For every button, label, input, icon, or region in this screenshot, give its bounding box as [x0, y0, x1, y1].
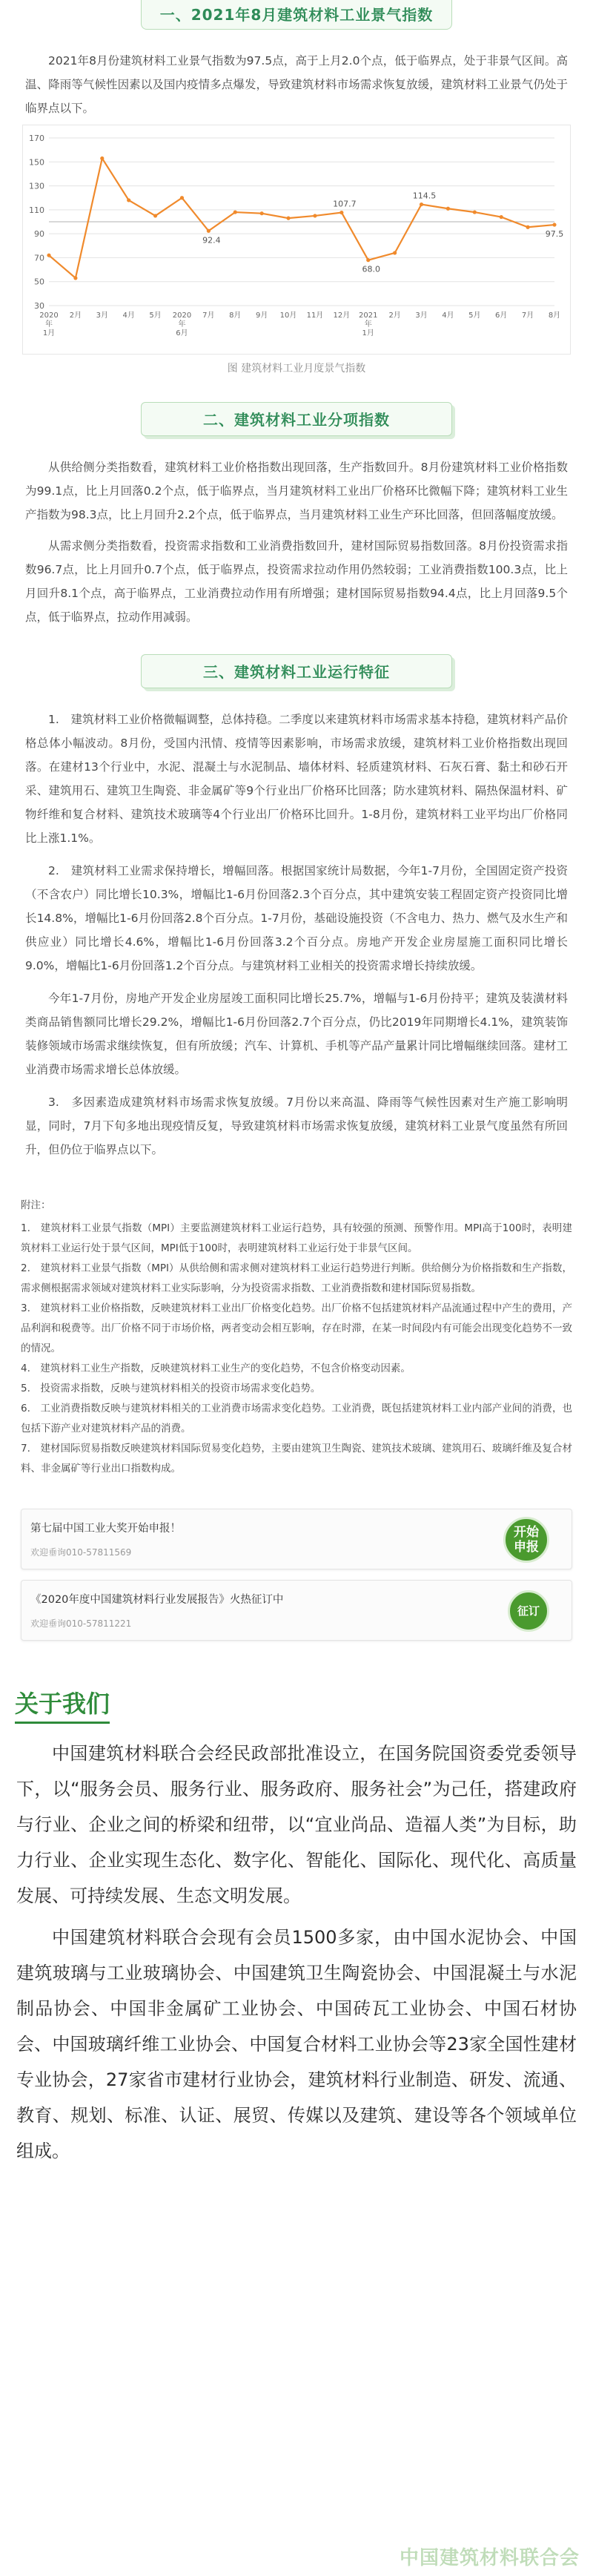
x-tick-label: 2月 [69, 312, 82, 320]
data-point [393, 251, 397, 254]
x-tick-label: 6月 [495, 312, 508, 320]
data-point [473, 210, 477, 214]
x-tick-label: 2021 年 1月 [359, 312, 378, 337]
notes [0, 1196, 593, 1479]
x-tick-label: 9月 [255, 312, 268, 320]
line-chart [22, 125, 571, 355]
data-point [73, 276, 77, 280]
x-tick-label: 8月 [548, 312, 561, 320]
y-tick-label: 130 [29, 181, 44, 191]
data-point [313, 214, 317, 217]
promo-title: 《2020年度中国建筑材料行业发展报告》火热征订中 [30, 1594, 284, 1606]
x-tick-label: 10月 [279, 312, 297, 320]
data-point [47, 254, 50, 257]
x-tick-label: 12月 [333, 312, 351, 320]
data-label: 107.7 [333, 199, 357, 209]
chart-caption: 图 建筑材料工业月度景气指数 [227, 363, 366, 375]
data-label: 97.5 [545, 229, 564, 240]
note-item: 6. 工业消费指数反映与建筑材料相关的工业消费市场需求变化趋势。工业消费，既包括建筑材料工业内部产业间的消费，也包括下游产业对建筑材料产品的消费。 [21, 1403, 572, 1434]
y-tick-label: 90 [34, 229, 44, 240]
section-2-title: 二、建筑材料工业分项指数 [141, 402, 452, 436]
data-point [446, 207, 450, 211]
data-point [286, 217, 290, 220]
x-tick-label: 3月 [96, 312, 108, 320]
note-item: 4. 建筑材料工业生产指数，反映建筑材料工业生产的变化趋势，不包含价格变动因素。 [21, 1363, 411, 1374]
notes-header: 附注： [21, 1199, 51, 1211]
note-item: 1. 建筑材料工业景气指数（MPI）主要监测建筑材料工业运行趋势，具有较强的预测、预警作用。MPI高于100时，表明建筑材料工业运行处于景气区间，MPI低于100时，表明建筑材料工业运行处于非景气区间。 [21, 1222, 572, 1254]
section-1-title: 一、2021年8月建筑材料工业景气指数 [141, 0, 452, 30]
section-3-paragraph-3: 今年1-7月份，房地产开发企业房屋竣工面积同比增长25.7%，增幅与1-6月份持平；建筑及装潢材料类商品销售额同比增长29.2%，增幅比1-6月份回落2.7个百分点，仍比2019年同期增长4.1%，建筑装饰装修领域市场需求继续恢复，但有所放缓；汽车、计算机、手机等产品产量累计同比增幅继续回落。建材工业消费市场需求增长总体放缓。 [25, 992, 568, 1076]
section-1-paragraph: 2021年8月份建筑材料工业景气指数为97.5点，高于上月2.0个点，低于临界点，处于非景气区间。高温、降雨等气候性因素以及国内疫情多点爆发，导致建筑材料市场需求恢复放缓，建筑材料工业景气仍处于临界点以下。 [25, 54, 568, 115]
about-title: 关于我们 [15, 1685, 110, 1719]
data-point [180, 196, 184, 200]
y-tick-label: 170 [29, 134, 44, 143]
data-point [526, 225, 530, 229]
data-point [420, 202, 423, 206]
x-tick-label: 2月 [388, 312, 401, 320]
data-point [260, 211, 264, 215]
section-3-paragraph-2: 2. 建筑材料工业需求保持增长，增幅回落。根据国家统计局数据，今年1-7月份，全国固定资产投资（不含农户）同比增长10.3%，增幅比1-6月份回落2.3个百分点，其中建筑安装工程固定资产投资同比增长14.8%，增幅比1-6月份回落2.8个百分点。1-7月份，基础设施投资（不含电力、热力、燃气及水生产和供应业）同比增长4.6%，增幅比1-6月份回落3.2个百分点。房地产开发企业房屋施工面积同比增长9.0%，增幅比1-6月份回落1.2个百分点。与建筑材料工业相关的投资需求增长持续放缓。 [25, 864, 568, 972]
data-point [366, 258, 370, 262]
note-item: 3. 建筑材料工业价格指数，反映建筑材料工业出厂价格变化趋势。出厂价格不包括建筑材料产品流通过程中产生的费用，产品利润和税费等。出厂价格不同于市场价格，两者变动会相互影响，存在时滞，在某一时间段内有可能会出现变化趋势不一致的情况。 [21, 1302, 572, 1354]
x-tick-label: 7月 [521, 312, 534, 320]
x-tick-label: 11月 [306, 312, 324, 320]
promo-card-award[interactable] [21, 1509, 572, 1569]
section-3-title: 三、建筑材料工业运行特征 [141, 654, 452, 688]
promo-card-report[interactable] [21, 1580, 572, 1641]
data-point [500, 215, 503, 219]
y-tick-label: 70 [34, 253, 44, 263]
badge-text: 开始 [514, 1525, 539, 1540]
x-tick-label: 5月 [149, 312, 162, 320]
section-3-paragraph-4: 3. 多因素造成建筑材料市场需求恢复放缓。7月份以来高温、降雨等气候性因素对生产施工影响明显，同时，7月下旬多地出现疫情反复，导致建筑材料市场需求恢复放缓，建筑材料工业景气度虽然有所回升，但仍位于临界点以下。 [25, 1096, 568, 1156]
x-tick-label: 2020 年 1月 [39, 312, 59, 337]
section-2-paragraph-1: 从供给侧分类指数看，建筑材料工业价格指数出现回落，生产指数回升。8月份建筑材料工业价格指数为99.1点，比上月回落0.2个点，低于临界点，当月建筑材料工业出厂价格环比微幅下降；建筑材料工业生产指数为98.3点，比上月回升2.2个点，低于临界点，当月建筑材料工业生产环比回落，但回落幅度放缓。 [25, 461, 568, 521]
badge-text: 征订 [517, 1604, 540, 1618]
x-tick-label: 4月 [442, 312, 454, 320]
x-tick-label: 8月 [229, 312, 242, 320]
about-paragraph-2: 中国建筑材料联合会现有会员1500多家，由中国水泥协会、中国建筑玻璃与工业玻璃协会、中国建筑卫生陶瓷协会、中国混凝土与水泥制品协会、中国非金属矿工业协会、中国砖瓦工业协会、中国石材协会、中国玻璃纤维工业协会、中国复合材料工业协会等23家全国性建材专业协会，27家省市建材行业协会，建筑材料行业制造、研发、流通、教育、规划、标准、认证、展贸、传媒以及建筑、建设等各个领域单位组成。 [16, 1927, 577, 2161]
x-tick-label: 4月 [122, 312, 135, 320]
promo-contact: 欢迎垂询010-57811221 [30, 1618, 132, 1629]
note-item: 5. 投资需求指数，反映与建筑材料相关的投资市场需求变化趋势。 [21, 1383, 321, 1394]
chart-container [22, 125, 571, 375]
chart-frame [23, 125, 571, 355]
x-tick-label: 7月 [202, 312, 215, 320]
y-tick-label: 30 [34, 301, 44, 311]
x-tick-label: 3月 [415, 312, 428, 320]
data-label: 92.4 [202, 235, 221, 246]
data-label: 114.5 [412, 191, 437, 201]
section-3-paragraph-1: 1. 建筑材料工业价格微幅调整，总体持稳。二季度以来建筑材料市场需求基本持稳，建筑材料产品价格总体小幅波动。8月份，受国内汛情、疫情等因素影响，市场需求放缓，建筑材料工业价格指数出现回落。在建材13个行业中，水泥、混凝土与水泥制品、墙体材料、轻质建筑材料、石灰石膏、黏土和砂石开采、建筑用石、建筑卫生陶瓷、非金属矿等9个行业出厂价格环比回落；防水建筑材料、隔热保温材料、矿物纤维和复合材料、建筑技术玻璃等4个行业出厂价格环比回升。1-8月份，建筑材料工业平均出厂价格同比上涨1.1%。 [25, 713, 568, 845]
order-badge-icon [508, 1590, 549, 1632]
data-point [339, 211, 343, 214]
x-tick-label: 2020 年 6月 [172, 312, 192, 337]
data-point [127, 198, 130, 202]
data-point [153, 214, 157, 217]
section-2-paragraph-2: 从需求侧分类指数看，投资需求指数和工业消费指数回升，建材国际贸易指数回落。8月份投资需求指数96.7点，比上月回升0.7个点，低于临界点，投资需求拉动作用仍然较弱；工业消费指数100.3点，比上月回升8.1个点，高于临界点，工业消费拉动作用有所增强；建材国际贸易指数94.4点，比上月回落9.5个点，低于临界点，拉动作用减弱。 [25, 539, 568, 624]
y-tick-label: 50 [34, 277, 44, 287]
note-item: 7. 建材国际贸易指数反映建筑材料国际贸易变化趋势，主要由建筑卫生陶瓷、建筑技术玻璃、建筑用石、玻璃纤维及复合材料、非金属矿等行业出口指数构成。 [21, 1443, 572, 1475]
note-item: 2. 建筑材料工业景气指数（MPI）从供给侧和需求侧对建筑材料工业运行趋势进行判断。供给侧分为价格指数和生产指数，需求侧根据需求领域对建筑材料工业实际影响，分为投资需求指数、工业消费指数和建材国际贸易指数。 [21, 1262, 572, 1294]
watermark-logo: 中国建筑材料联合会 [399, 2547, 580, 2569]
y-tick-label: 110 [29, 205, 44, 215]
promo-title: 第七届中国工业大奖开始申报！ [30, 1523, 181, 1535]
y-tick-label: 150 [29, 157, 44, 168]
data-point [100, 157, 104, 160]
data-point [207, 229, 211, 233]
promo-contact: 欢迎垂询010-57811569 [30, 1547, 132, 1558]
data-point [233, 210, 237, 214]
promo-list [21, 1509, 572, 1641]
data-point [552, 223, 556, 226]
x-tick-label: 5月 [468, 312, 481, 320]
data-label: 68.0 [362, 264, 380, 274]
apply-badge-icon [503, 1517, 549, 1563]
badge-text: 申报 [514, 1540, 539, 1555]
about-paragraph-1: 中国建筑材料联合会经民政部批准设立，在国务院国资委党委领导下，以“服务会员、服务行业、服务政府、服务社会”为己任，搭建政府与行业、企业之间的桥梁和纽带，以“宜业尚品、造福人类”为目标，助力行业、企业实现生态化、数字化、智能化、国际化、现代化、高质量发展、可持续发展、生态文明发展。 [16, 1743, 577, 1906]
